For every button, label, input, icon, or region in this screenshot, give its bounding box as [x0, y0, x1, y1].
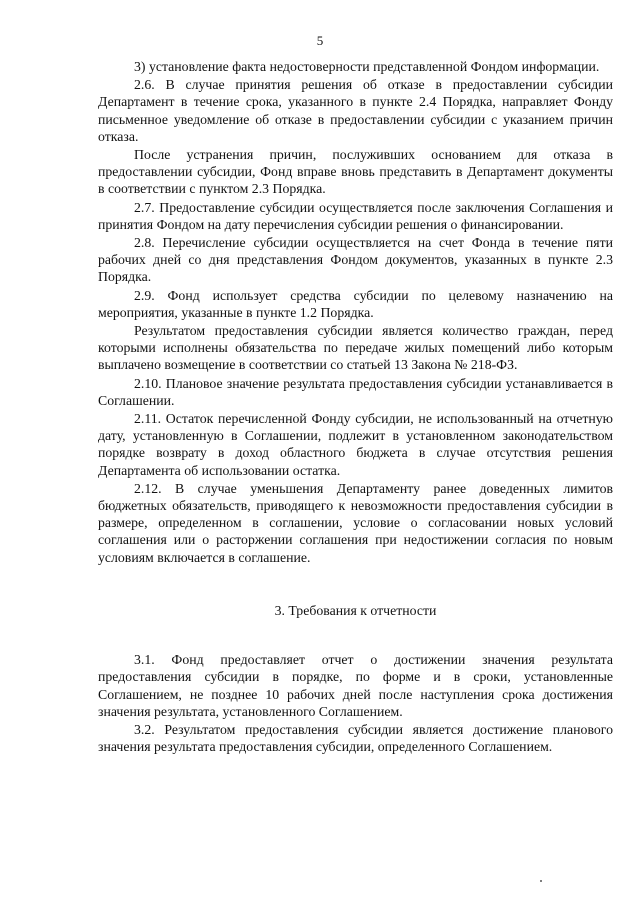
document-body	[98, 58, 613, 755]
scan-speck	[540, 880, 542, 882]
paragraph-result: Результатом предоставления субсидии является количество граждан, перед которыми исполнены обязательства по передаче жилых помещений либо которым выплачено возмещение в соответствии со статьей 13 Закона № 218-ФЗ.	[98, 323, 613, 373]
paragraph-2-12: 2.12. В случае уменьшения Департаменту ранее доведенных лимитов бюджетных обязательств, приводящего к невозможности предоставления субсидии в размере, определенном в соглашении, условие о согласовании новых условий соглашения или о расторжении соглашения при недостижении согласия по новым условиям включается в соглашение.	[98, 480, 613, 565]
paragraph-2-6: 2.6. В случае принятия решения об отказе в предоставлении субсидии Департамент в течение срока, указанного в пункте 2.4 Порядка, направляет Фонду письменное уведомление об отказе в предоставлении субсидии с указанием причин отказа.	[98, 77, 613, 144]
section-title: 3. Требования к отчетности	[274, 602, 437, 618]
paragraph-2-11: 2.11. Остаток перечисленной Фонду субсидии, не использованный на отчетную дату, установленную в Соглашении, подлежит в установленном законодательством порядке возврату в доход областного бюджета в случае отсутствия решения Департамента об использовании остатка.	[98, 411, 613, 478]
paragraph-after-elimination: После устранения причин, послуживших основанием для отказа в предоставлении субсидии, Фонд вправе вновь представить в Департамент документы в соответствии с пунктом 2.3 Порядка.	[98, 147, 613, 197]
page-number: 5	[316, 33, 324, 48]
paragraph-2-8: 2.8. Перечисление субсидии осуществляется на счет Фонда в течение пяти рабочих дней со дня представления Фондом документов, указанных в пункте 2.3 Порядка.	[98, 235, 613, 285]
paragraph-item-3: 3) установление факта недостоверности представленной Фондом информации.	[134, 59, 600, 74]
paragraph-2-7: 2.7. Предоставление субсидии осуществляется после заключения Соглашения и принятия Фондом на дату перечисления субсидии решения о финансировании.	[98, 199, 613, 232]
paragraph-3-1: 3.1. Фонд предоставляет отчет о достижении значения результата предоставления субсидии в порядке, по форме и в сроки, установленные Соглашением, не позднее 10 рабочих дней после наступления срока достижения значения результата, установленного Соглашением.	[98, 652, 613, 719]
paragraph-2-10: 2.10. Плановое значение результата предоставления субсидии устанавливается в Соглашении.	[98, 375, 613, 408]
paragraph-3-2: 3.2. Результатом предоставления субсидии является достижение планового значения результата предоставления субсидии, определенного Соглашением.	[98, 721, 613, 755]
paragraph-2-9: 2.9. Фонд использует средства субсидии по целевому назначению на мероприятия, указанные в пункте 1.2 Порядка.	[98, 287, 613, 320]
